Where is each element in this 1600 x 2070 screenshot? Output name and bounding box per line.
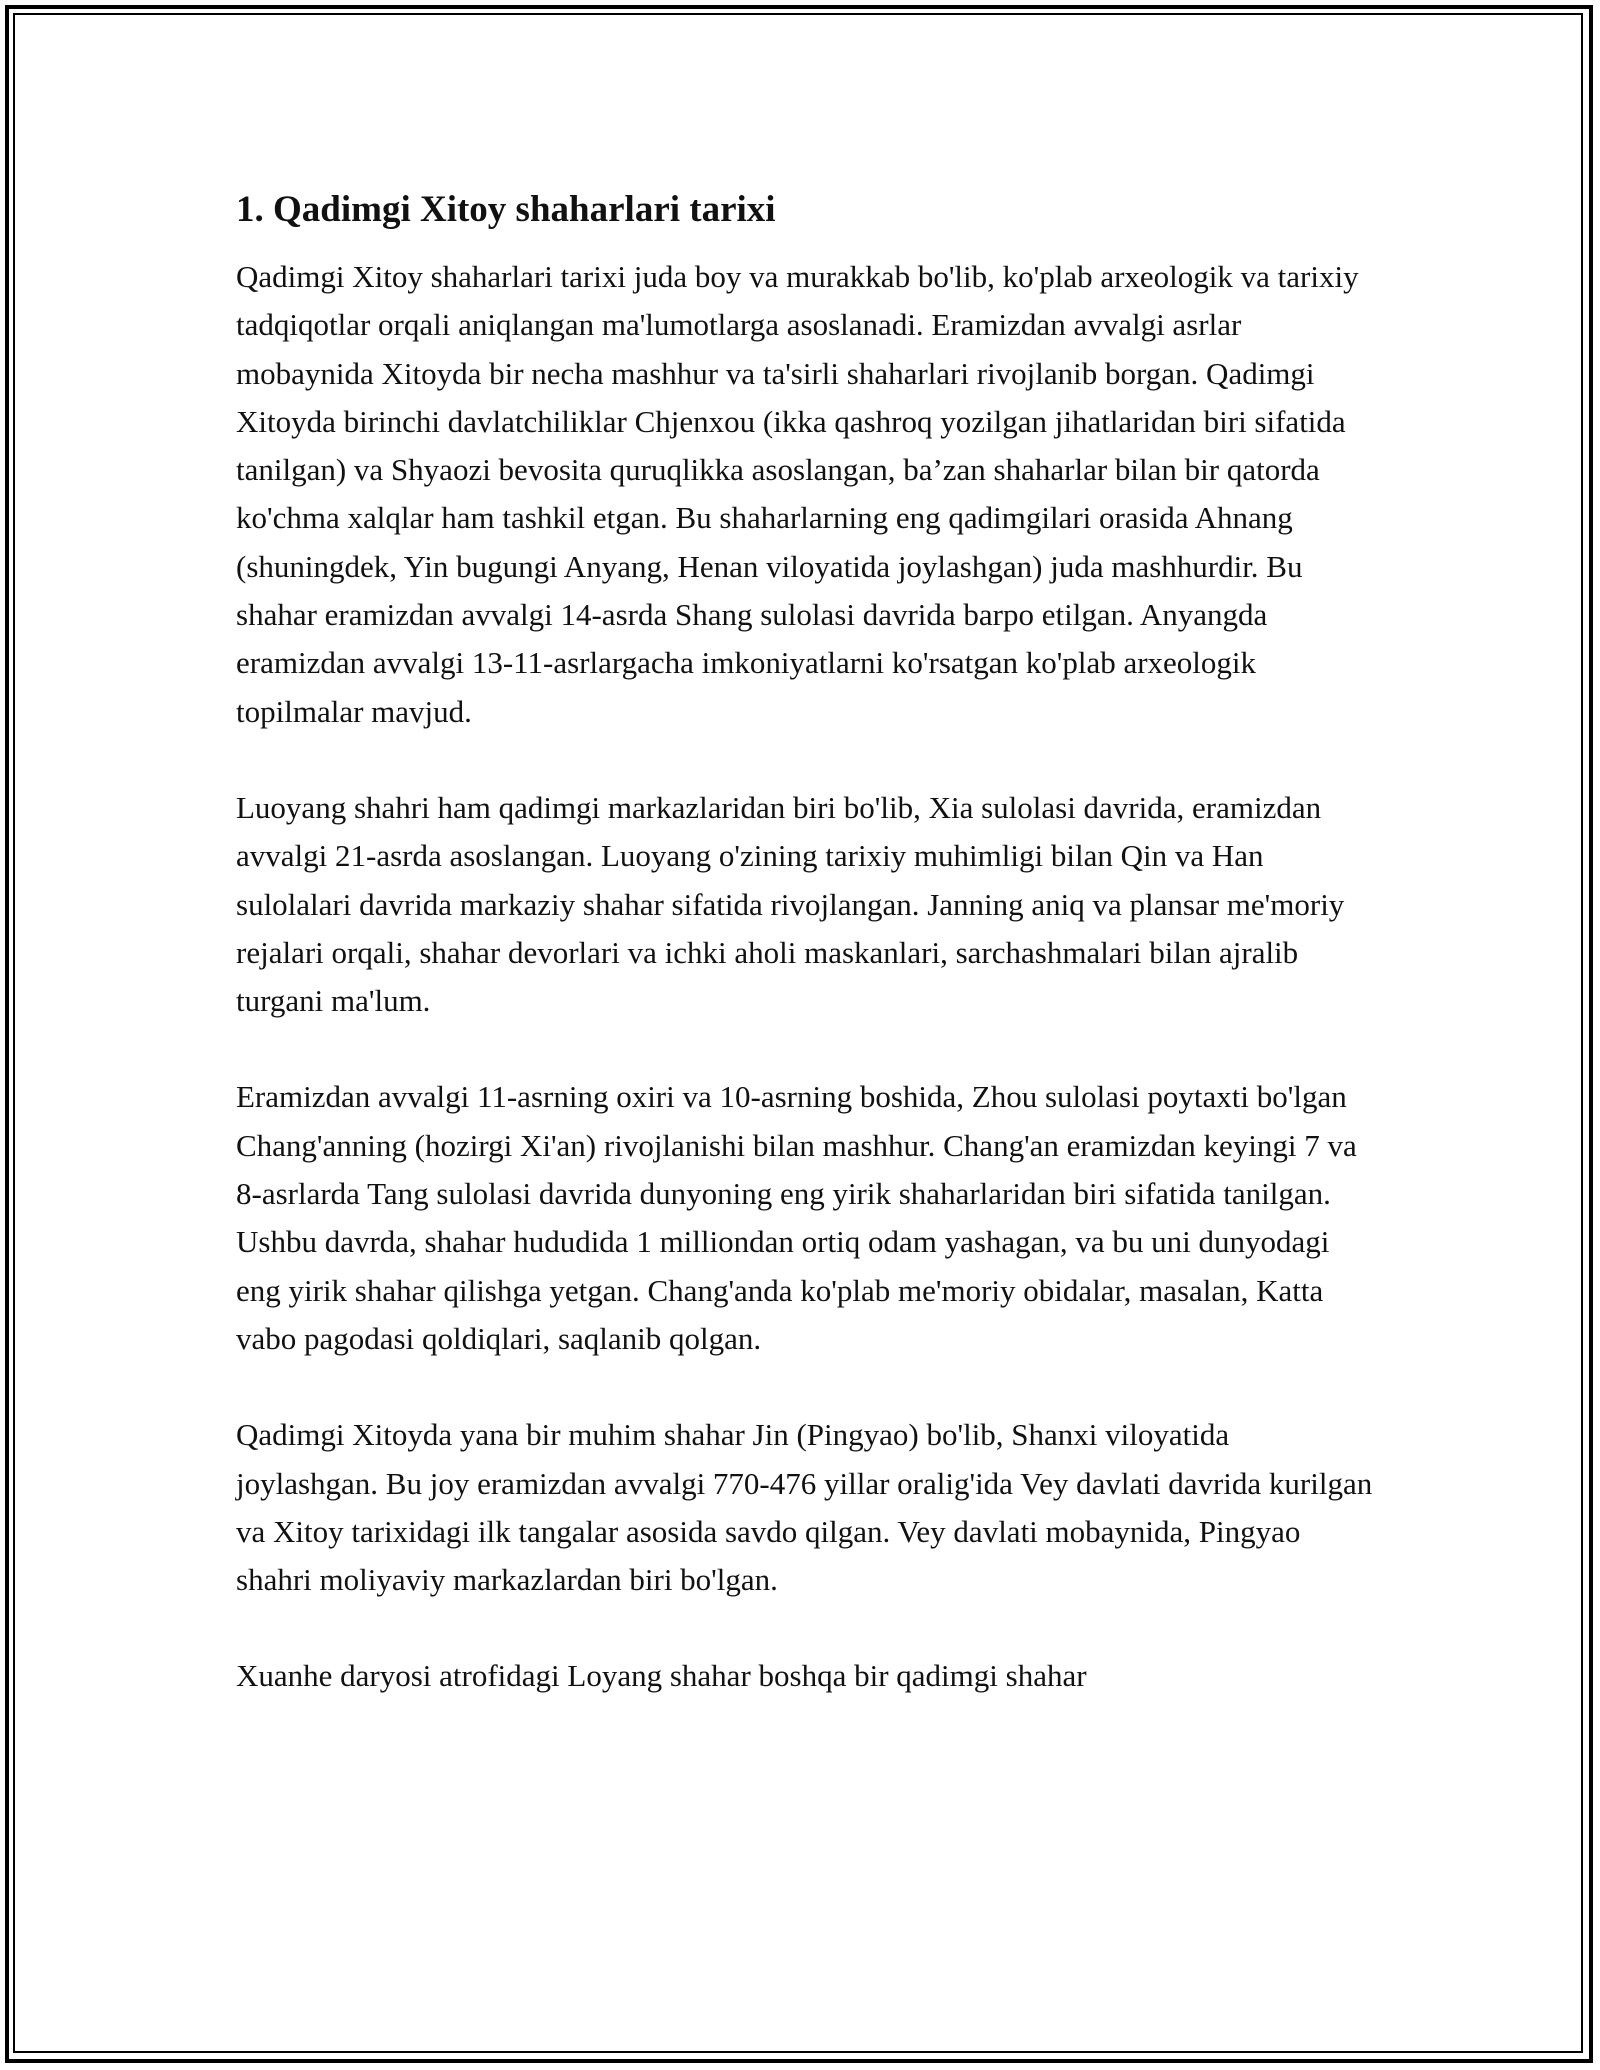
paragraph-5: Xuanhe daryosi atrofidagi Loyang shahar boshqa bir qadimgi shahar — [236, 1658, 1087, 1694]
paragraph-2: Luoyang shahri ham qadimgi markazlaridan biri bo'lib, Xia sulolasi davrida, eramizdan avvalgi 21-asrda asoslangan. Luoyang o'zining tarixiy muhimligi bilan Qin va Han sulolalari davrida markaziy shahar sifatida rivojlangan. Janning aniq va plansar me'moriy rejalari orqali, shahar devorlari va ichki aholi maskanlari, sarchashmalari bilan ajralib turgani ma'lum. — [236, 789, 1345, 1019]
section-title: 1. Qadimgi Xitoy shaharlari tarixi — [236, 189, 776, 230]
paragraph-4: Qadimgi Xitoyda yana bir muhim shahar Jin (Pingyao) bo'lib, Shanxi viloyatida joylashgan. Bu joy eramizdan avvalgi 770-476 yillar oralig'ida Vey davlati davrida kurilgan va Xitoy tarixidagi ilk tangalar asosida savdo qilgan. Vey davlati mobaynida, Pingyao shahri moliyaviy markazlardan biri bo'lgan. — [236, 1417, 1373, 1598]
paragraph-3: Eramizdan avvalgi 11-asrning oxiri va 10-asrning boshida, Zhou sulolasi poytaxti bo'lgan Chang'anning (hozirgi Xi'an) rivojlanishi bilan mashhur. Chang'an eramizdan keyingi 7 va 8-asrlarda Tang sulolasi davrida dunyoning eng yirik shaharlaridan biri sifatida tanilgan. Ushbu davrda, shahar hududida 1 milliondan ortiq odam yashagan, va bu uni dunyodagi eng yirik shahar qilishga yetgan. Chang'anda ko'plab me'moriy obidalar, masalan, Katta vabo pagodasi qoldiqlari, saqlanib qolgan. — [236, 1079, 1357, 1356]
document-body — [236, 185, 1376, 1749]
paragraph-1: Qadimgi Xitoy shaharlari tarixi juda boy va murakkab bo'lib, ko'plab arxeologik va tarixiy tadqiqotlar orqali aniqlangan ma'lumotlarga asoslanadi. Eramizdan avvalgi asrlar mobaynida Xitoyda bir necha mashhur va ta'sirli shaharlari rivojlanib borgan. Qadimgi Xitoyda birinchi davlatchiliklar Chjenxou (ikka qashroq yozilgan jihatlaridan biri sifatida tanilgan) va Shyaozi bevosita quruqlikka asoslangan, ba’zan shaharlar bilan bir qatorda ko'chma xalqlar ham tashkil etgan. Bu shaharlarning eng qadimgilari orasida Ahnang (shuningdek, Yin bugungi Anyang, Henan viloyatida joylashgan) juda mashhurdir. Bu shahar eramizdan avvalgi 14-asrda Shang sulolasi davrida barpo etilgan. Anyangda eramizdan avvalgi 13-11-asrlargacha imkoniyatlarni ko'rsatgan ko'plab arxeologik topilmalar mavjud. — [236, 259, 1359, 729]
